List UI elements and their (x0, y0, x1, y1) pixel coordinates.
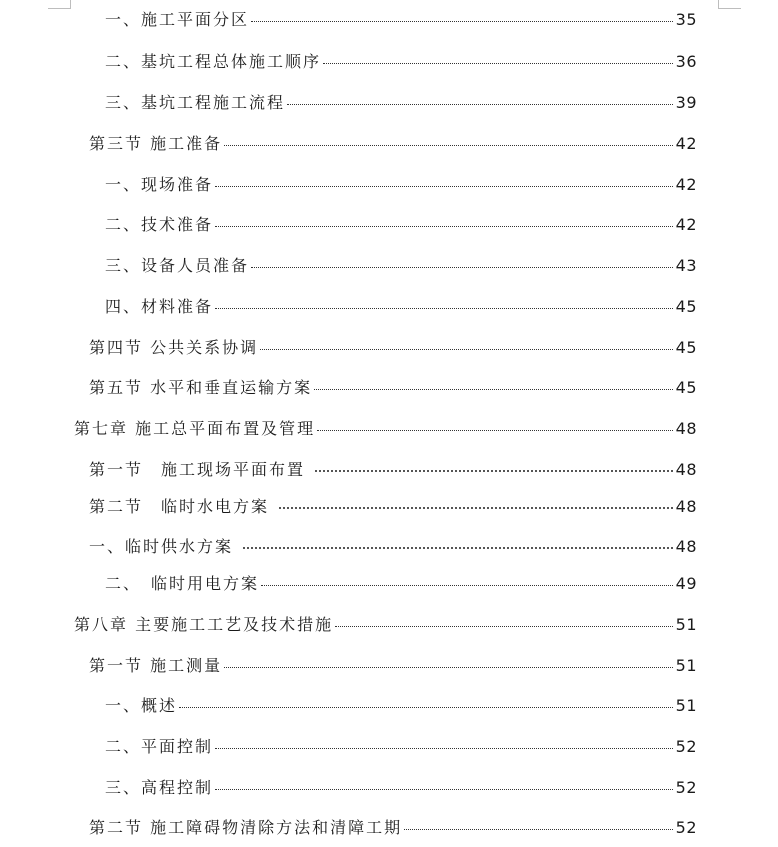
toc-leader-dots (215, 226, 673, 227)
toc-entry-page: 51 (675, 615, 697, 634)
toc-entry-page: 48 (675, 419, 697, 438)
toc-leader-dots (261, 585, 673, 586)
toc-leader-dots (179, 707, 673, 708)
toc-leader-dots (224, 667, 673, 668)
toc-entry[interactable] (89, 497, 697, 517)
toc-leader-dots (279, 507, 673, 509)
toc-entry[interactable] (105, 175, 697, 195)
toc-entry-title: 二、技术准备 (105, 215, 214, 234)
toc-entry[interactable] (105, 696, 697, 716)
toc-entry-page: 35 (675, 10, 697, 29)
toc-entry-title: 一、临时供水方案 (89, 537, 234, 556)
toc-entry-page: 43 (675, 256, 697, 275)
toc-entry[interactable] (105, 737, 697, 757)
toc-entry-page: 52 (675, 778, 697, 797)
toc-entry-page: 48 (675, 460, 697, 479)
toc-entry-title: 第一节 施工测量 (89, 656, 223, 675)
toc-entry-title: 一、现场准备 (105, 175, 214, 194)
toc-entry-title: 二、基坑工程总体施工顺序 (105, 52, 322, 71)
toc-entry-title: 第七章 施工总平面布置及管理 (74, 419, 316, 438)
toc-leader-dots (287, 104, 673, 105)
toc-entry-page: 48 (675, 537, 697, 556)
toc-leader-dots (317, 430, 673, 431)
toc-leader-dots (215, 748, 673, 749)
toc-entry-title: 第三节 施工准备 (89, 134, 223, 153)
toc-entry-title: 第四节 公共关系协调 (89, 338, 259, 357)
toc-entry-page: 51 (675, 696, 697, 715)
toc-leader-dots (323, 63, 673, 64)
toc-entry-page: 45 (675, 338, 697, 357)
toc-entry-title: 第二节 临时水电方案 (89, 497, 270, 516)
toc-entry-title: 第五节 水平和垂直运输方案 (89, 378, 313, 397)
toc-entry-title: 三、高程控制 (105, 778, 214, 797)
toc-leader-dots (251, 267, 673, 268)
toc-leader-dots (315, 470, 673, 472)
toc-entry-page: 48 (675, 497, 697, 516)
toc-entry-title: 四、材料准备 (105, 297, 214, 316)
toc-entry-title: 第二节 施工障碍物清除方法和清障工期 (89, 818, 403, 837)
toc-leader-dots (224, 145, 673, 146)
toc-leader-dots (215, 308, 673, 309)
toc-entry-title: 三、设备人员准备 (105, 256, 250, 275)
toc-entry[interactable] (105, 297, 697, 317)
toc-entry[interactable] (105, 778, 697, 798)
toc-entry-title: 一、施工平面分区 (105, 10, 250, 29)
toc-entry-page: 45 (675, 297, 697, 316)
toc-entry-page: 45 (675, 378, 697, 397)
toc-entry-page: 39 (675, 93, 697, 112)
toc-entry-title: 第一节 施工现场平面布置 (89, 460, 306, 479)
toc-entry[interactable] (89, 134, 697, 154)
toc-entry-title: 第八章 主要施工工艺及技术措施 (74, 615, 334, 634)
toc-entry[interactable] (105, 93, 697, 113)
toc-entry[interactable] (105, 256, 697, 276)
toc-entry-page: 52 (675, 818, 697, 837)
toc-entry-page: 51 (675, 656, 697, 675)
toc-leader-dots (243, 547, 673, 549)
toc-entry-page: 36 (675, 52, 697, 71)
toc-leader-dots (314, 389, 673, 390)
toc-entry[interactable] (105, 574, 697, 594)
toc-entry-page: 52 (675, 737, 697, 756)
toc-entry[interactable] (89, 378, 697, 398)
toc-entry-page: 42 (675, 175, 697, 194)
toc-leader-dots (215, 789, 673, 790)
toc-entry[interactable] (89, 656, 697, 676)
toc-leader-dots (335, 626, 673, 627)
toc-entry[interactable] (89, 460, 697, 480)
toc-entry[interactable] (89, 338, 697, 358)
toc-entry-page: 42 (675, 215, 697, 234)
toc-entry[interactable] (89, 537, 697, 557)
toc-leader-dots (404, 829, 673, 830)
toc-entry-title: 一、概述 (105, 696, 178, 715)
toc-entry[interactable] (74, 615, 697, 635)
toc-entry-page: 49 (675, 574, 697, 593)
toc-entry[interactable] (89, 818, 697, 838)
toc-entry-title: 三、基坑工程施工流程 (105, 93, 286, 112)
toc-leader-dots (215, 186, 673, 187)
toc-entry[interactable] (105, 52, 697, 72)
toc-entry[interactable] (74, 419, 697, 439)
toc-leader-dots (260, 349, 673, 350)
toc-entry[interactable] (105, 215, 697, 235)
toc-entry[interactable] (105, 10, 697, 30)
toc-entry-title: 二、平面控制 (105, 737, 214, 756)
toc-entry-page: 42 (675, 134, 697, 153)
toc-entry-title: 二、 临时用电方案 (105, 574, 260, 593)
toc-leader-dots (251, 21, 673, 22)
